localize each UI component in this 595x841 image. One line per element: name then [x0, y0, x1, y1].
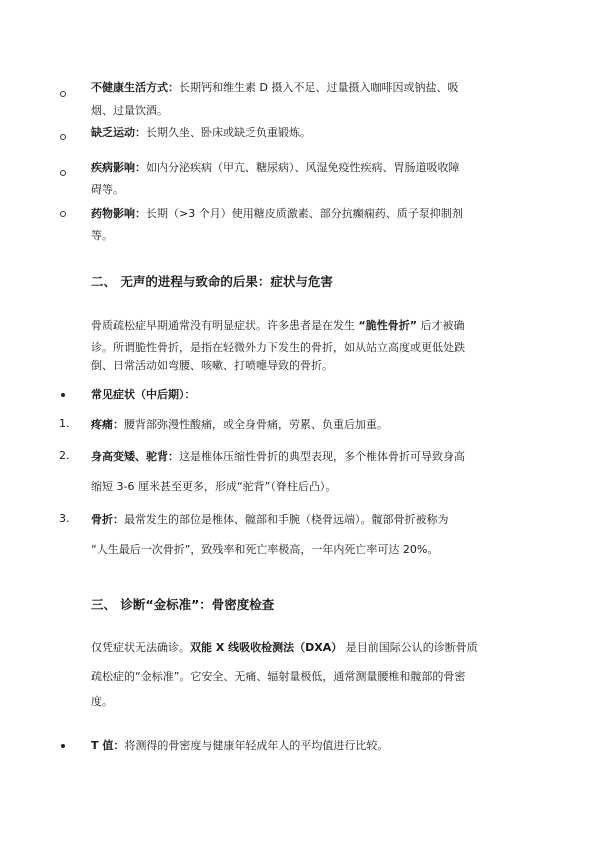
item-text: 如内分泌疾病（甲亢、糖尿病）、风湿免疫性疾病、胃肠道吸收障 [146, 161, 460, 174]
item-text-continued: 碍等。 [91, 183, 124, 196]
paragraph-line: 倒、日常活动如弯腰、咳嗽、打喷嚏导致的骨折。 [91, 359, 333, 372]
list-number: 1. [59, 417, 70, 430]
list-bullet-circle [60, 170, 66, 176]
section-heading: 三、 诊断“金标准”：骨密度检查 [91, 597, 275, 612]
paragraph-text: 骨质疏松症早期通常没有明显症状。许多患者是在发生 [91, 319, 359, 332]
item-label: 不健康生活方式： [91, 81, 179, 94]
list-bullet-circle [60, 211, 66, 217]
paragraph-line: 诊。所谓脆性骨折，是指在轻微外力下发生的骨折，如从站立高度或更低处跌 [91, 341, 465, 354]
bullet-heading: 常见症状（中后期）： [91, 388, 196, 401]
paragraph-line: 度。 [91, 695, 113, 708]
list-item [91, 206, 595, 222]
paragraph-line [91, 640, 595, 656]
numbered-item [91, 512, 595, 528]
list-bullet-dot [61, 393, 65, 397]
list-number: 2. [59, 449, 70, 462]
list-item [91, 160, 595, 176]
paragraph-line: 疏松症的“金标准”。它安全、无痛、辐射量极低，通常测量腰椎和髋部的骨密 [91, 670, 466, 683]
paragraph-text: 是目前国际公认的诊断骨质 [342, 641, 478, 654]
item-label: 疾病影响： [91, 161, 146, 174]
item-text: 长期钙和维生素 D 摄入不足、过量摄入咖啡因或钠盐、吸 [179, 81, 459, 94]
item-text-continued: “人生最后一次骨折”，致残率和死亡率极高，一年内死亡率可达 20%。 [91, 543, 439, 556]
item-label: 疼痛： [91, 418, 124, 431]
emphasis-text: 双能 X 线吸收检测法（DXA） [190, 641, 343, 654]
paragraph-line [91, 318, 595, 334]
item-text: 将测得的骨密度与健康年轻成年人的平均值进行比较。 [124, 739, 389, 752]
list-item [91, 125, 595, 141]
item-label: T 值： [91, 739, 125, 752]
list-bullet-circle [60, 134, 66, 140]
item-text-continued: 等。 [91, 229, 113, 242]
numbered-item [91, 417, 595, 433]
paragraph-text: 仅凭症状无法确诊。 [91, 641, 190, 654]
item-text: 这是椎体压缩性骨折的典型表现，多个椎体骨折可导致身高 [179, 450, 465, 463]
bullet-item [91, 738, 595, 754]
item-text: 最常发生的部位是椎体、髋部和手腕（桡骨远端）。髋部骨折被称为 [124, 513, 449, 526]
item-label: 缺乏运动： [91, 126, 146, 139]
item-label: 骨折： [91, 513, 124, 526]
list-number: 3. [59, 512, 70, 525]
list-bullet-dot [61, 744, 65, 748]
paragraph-text: 后才被确 [416, 319, 465, 332]
emphasis-text: “脆性骨折” [358, 319, 417, 332]
section-heading: 二、 无声的进程与致命的后果：症状与危害 [91, 274, 333, 289]
list-bullet-circle [60, 91, 66, 97]
item-text-continued: 缩短 3-6 厘米甚至更多，形成“驼背”（脊柱后凸）。 [91, 480, 337, 493]
list-item [91, 80, 595, 96]
item-text: 长期久坐、卧床或缺乏负重锻炼。 [146, 126, 311, 139]
item-text-continued: 烟、过量饮酒。 [91, 104, 168, 117]
item-label: 身高变矮、驼背： [91, 450, 179, 463]
numbered-item [91, 449, 595, 465]
item-label: 药物影响： [91, 207, 146, 220]
item-text: 长期（>3 个月）使用糖皮质激素、部分抗癫痫药、质子泵抑制剂 [146, 207, 463, 220]
item-text: 腰背部弥漫性酸痛，或全身骨痛，劳累、负重后加重。 [124, 418, 388, 431]
